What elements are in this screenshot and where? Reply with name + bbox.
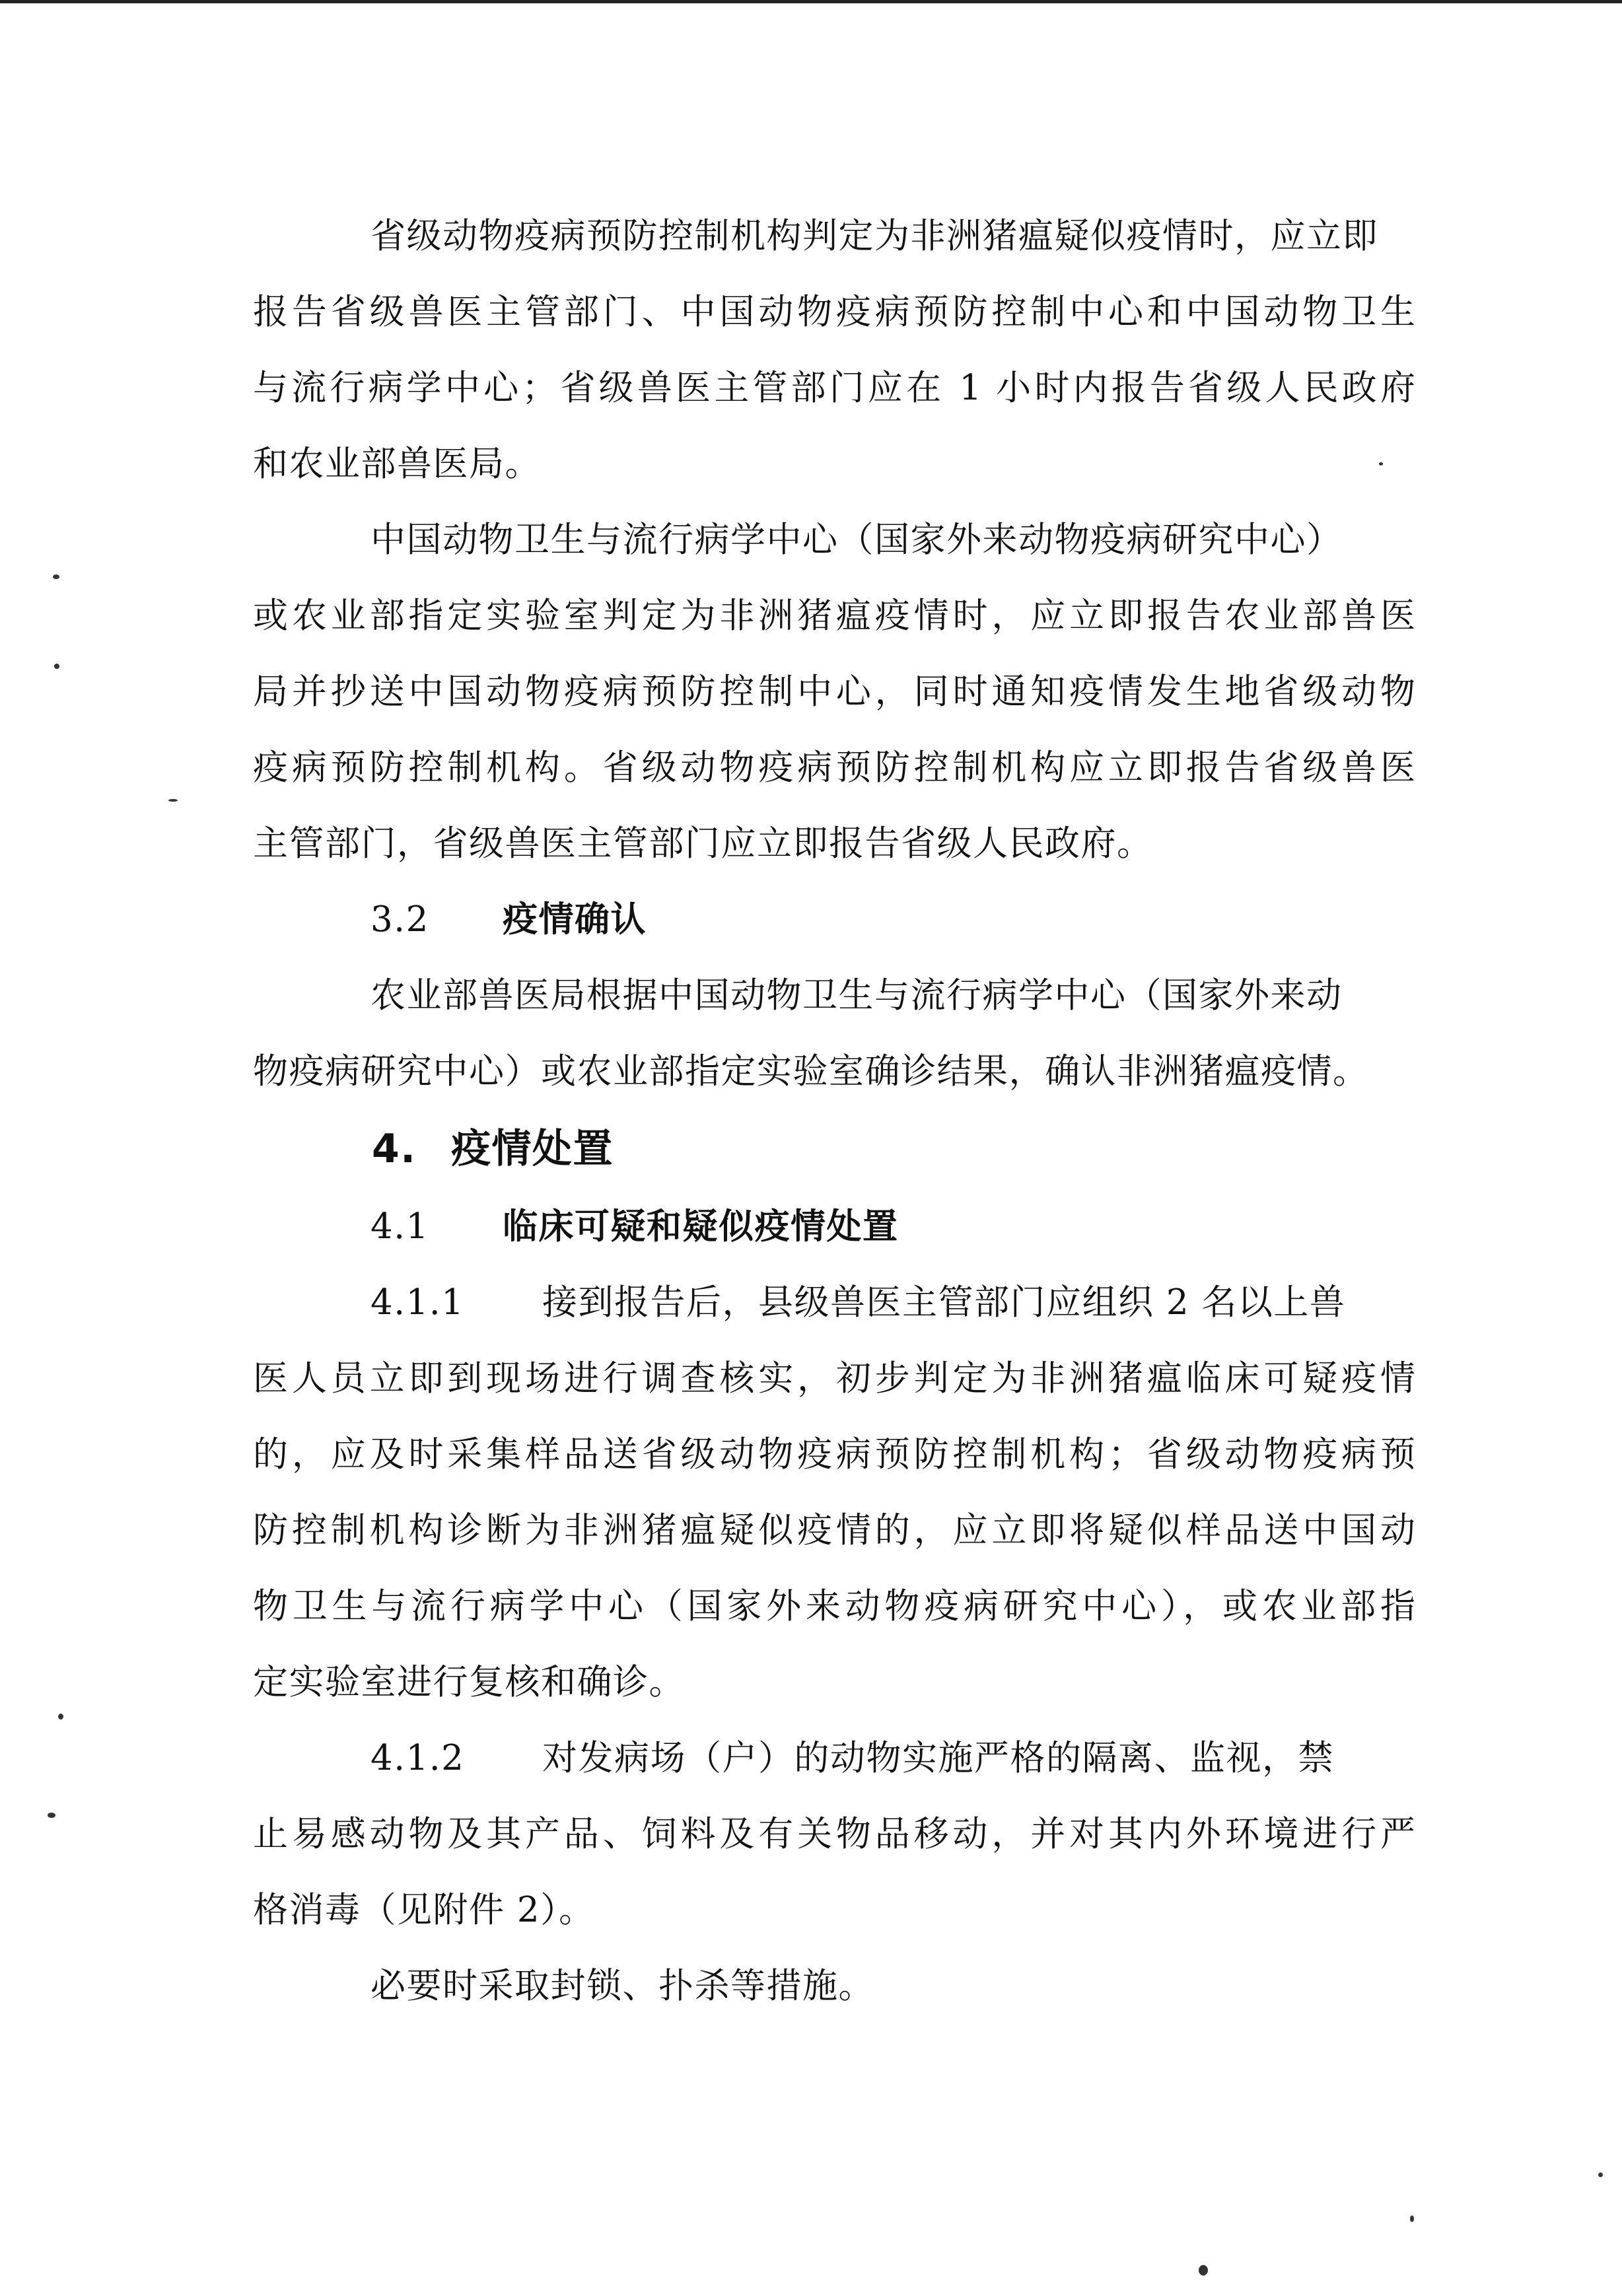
paragraph-line: 物疫病研究中心）或农业部指定实验室确诊结果，确认非洲猪瘟疫情。 — [253, 1051, 1369, 1092]
clause-number: 4.1.1 — [370, 1282, 465, 1323]
section-title: 疫情确认 — [503, 899, 647, 940]
paragraph-line: 农业部兽医局根据中国动物卫生与流行病学中心（国家外来动 — [370, 975, 1343, 1016]
clause-4-1-2-first-line — [253, 1720, 1415, 1796]
clause-text: 对发病场（户）的动物实施严格的隔离、监视，禁 — [542, 1738, 1334, 1778]
paragraph-line: 中国动物卫生与流行病学中心（国家外来动物疫病研究中心） — [370, 520, 1343, 560]
scan-speck — [1379, 462, 1383, 466]
section-title: 临床可疑和疑似疫情处置 — [503, 1206, 899, 1247]
section-number: 4. — [372, 1126, 417, 1172]
paragraph-line: 必要时采取封锁、扑杀等措施。 — [370, 1966, 874, 2006]
scan-speck — [1410, 2215, 1414, 2222]
paragraph-line: 与流行病学中心；省级兽医主管部门应在 1 小时内报告省级人民政府 — [253, 368, 1415, 408]
scan-top-edge — [0, 0, 1622, 3]
scan-speck — [1598, 2173, 1603, 2177]
paragraph-line: 的，应及时采集样品送省级动物疫病预防控制机构；省级动物疫病预 — [253, 1434, 1415, 1475]
scan-speck — [48, 1813, 55, 1818]
paragraph-line: 物卫生与流行病学中心（国家外来动物疫病研究中心），或农业部指 — [253, 1586, 1415, 1626]
paragraph-line: 和农业部兽医局。 — [253, 444, 541, 484]
scan-speck — [168, 799, 178, 802]
paragraph-line: 防控制机构诊断为非洲猪瘟疑似疫情的，应立即将疑似样品送中国动 — [253, 1510, 1415, 1550]
section-number: 4.1 — [370, 1206, 429, 1247]
clause-text: 接到报告后，县级兽医主管部门应组织 2 名以上兽 — [542, 1282, 1346, 1323]
clause-number: 4.1.2 — [370, 1738, 465, 1778]
paragraph-line: 医人员立即到现场进行调查核实，初步判定为非洲猪瘟临床可疑疫情 — [253, 1358, 1415, 1399]
paragraph-line: 定实验室进行复核和确诊。 — [253, 1662, 685, 1702]
section-heading-3-2 — [253, 882, 1415, 957]
scan-speck — [54, 664, 59, 669]
paragraph-line: 格消毒（见附件 2）。 — [253, 1890, 595, 1930]
section-heading-4 — [253, 1109, 1415, 1189]
section-number: 3.2 — [370, 899, 429, 940]
scan-speck — [58, 1714, 63, 1720]
paragraph-line: 报告省级兽医主管部门、中国动物疫病预防控制中心和中国动物卫生 — [253, 292, 1415, 332]
scan-speck — [1199, 2265, 1208, 2276]
paragraph-line: 疫病预防控制机构。省级动物疫病预防控制机构应立即报告省级兽医 — [253, 748, 1415, 788]
paragraph-line: 省级动物疫病预防控制机构判定为非洲猪瘟疑似疫情时，应立即 — [370, 216, 1378, 256]
clause-4-1-1-first-line — [253, 1265, 1415, 1340]
paragraph-line: 止易感动物及其产品、饲料及有关物品移动，并对其内外环境进行严 — [253, 1814, 1415, 1854]
paragraph-line: 局并抄送中国动物疫病预防控制中心，同时通知疫情发生地省级动物 — [253, 672, 1415, 712]
paragraph-line: 或农业部指定实验室判定为非洲猪瘟疫情时，应立即报告农业部兽医 — [253, 596, 1415, 636]
section-heading-4-1 — [253, 1189, 1415, 1265]
section-title: 疫情处置 — [451, 1126, 614, 1172]
document-page — [253, 198, 1415, 2024]
paragraph-line: 主管部门，省级兽医主管部门应立即报告省级人民政府。 — [253, 823, 1153, 864]
scan-speck — [53, 574, 59, 579]
